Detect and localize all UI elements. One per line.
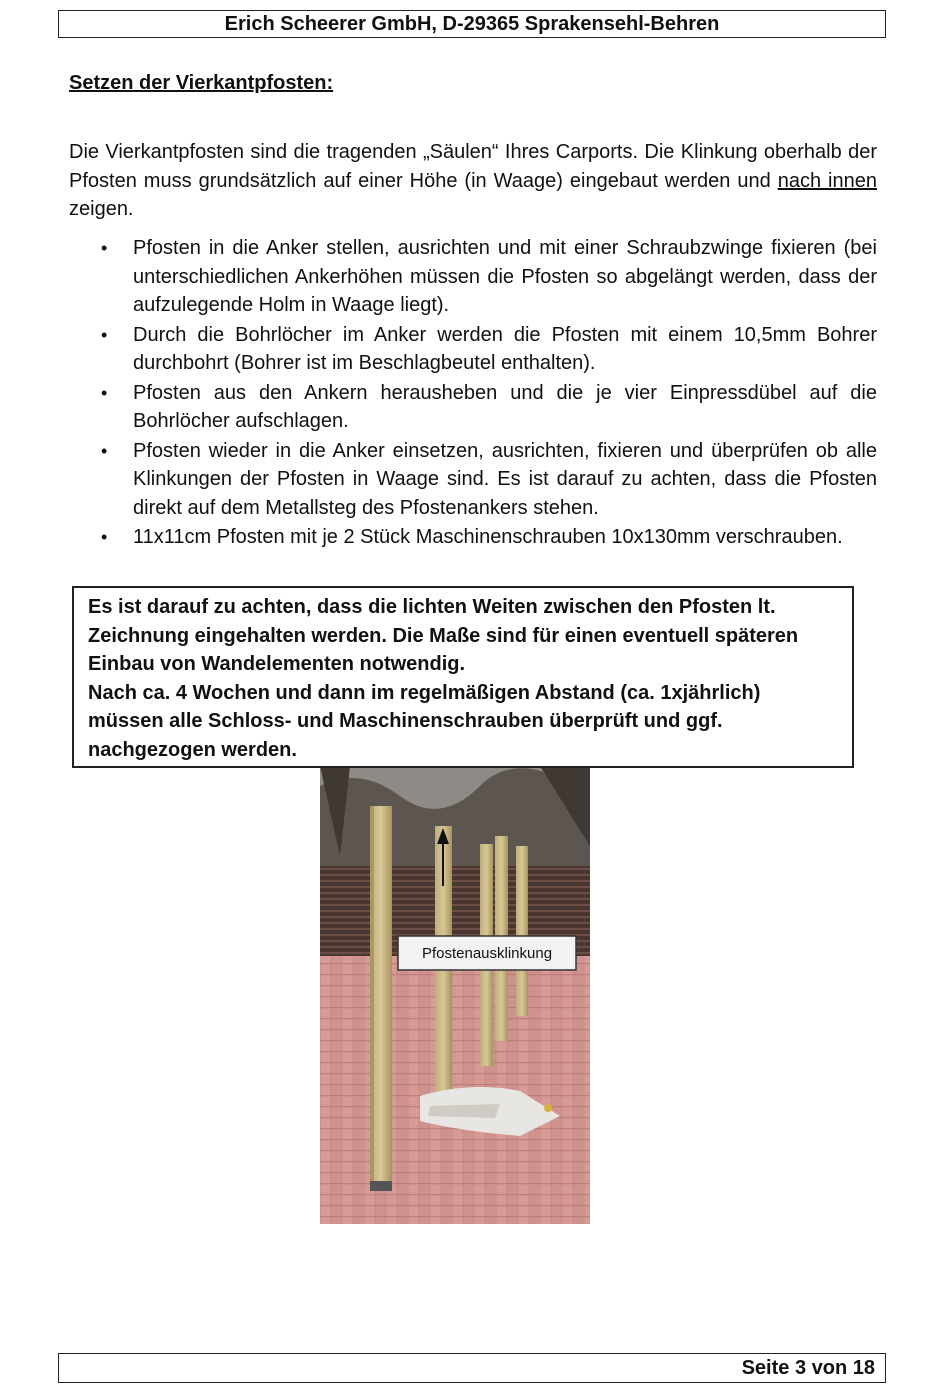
intro-part1: Die Vierkantpfosten sind die tragenden „Säulen“ Ihres Carports. Die Klinkung oberhalb der Pfosten muss grundsätzlich auf einer Höhe (in Waage) eingebaut werden und <box>69 141 877 192</box>
page-number: Seite 3 von 18 <box>741 1357 875 1379</box>
list-item <box>69 437 877 523</box>
list-item <box>69 379 877 436</box>
step-text: Pfosten aus den Ankern herausheben und die je vier Einpressdübel auf die Bohrlöcher aufschlagen. <box>133 381 877 432</box>
intro-underlined: nach innen <box>777 169 877 192</box>
list-item <box>69 523 877 552</box>
step-text: Pfosten wieder in die Anker einsetzen, ausrichten, fixieren und überprüfen ob alle Klinkungen der Pfosten in Waage sind. Es ist darauf zu achten, dass die Pfosten direkt auf dem Metallsteg des Pfostenankers stehen. <box>133 439 877 519</box>
steps-list <box>69 234 877 553</box>
bullet-icon: • <box>101 324 108 345</box>
intro-paragraph <box>69 138 877 224</box>
list-item <box>69 321 877 378</box>
post-photo <box>320 766 590 1224</box>
section-title: Setzen der Vierkantpfosten: <box>69 72 334 94</box>
notice-maintenance: Nach ca. 4 Wochen und dann im regelmäßigen Abstand (ca. 1xjährlich) müssen alle Schloss- und Maschinenschrauben überprüft und ggf. nachgezogen werden. <box>88 681 761 761</box>
bullet-icon: • <box>101 382 108 403</box>
notice-box <box>72 586 854 768</box>
page-header <box>58 10 886 38</box>
photo-label: Pfostenausklinkung <box>421 945 553 962</box>
company-header: Erich Scheerer GmbH, D-29365 Sprakensehl-Behren <box>224 13 720 35</box>
bullet-icon: • <box>101 238 108 258</box>
intro-part2: zeigen. <box>69 198 134 220</box>
list-item <box>69 234 877 320</box>
page-footer <box>58 1353 886 1383</box>
step-text: 11x11cm Pfosten mit je 2 Stück Maschinenschrauben 10x130mm verschrauben. <box>133 526 843 548</box>
notice-spacing: Es ist darauf zu achten, dass die lichten Weiten zwischen den Pfosten lt. Zeichnung eingehalten werden. Die Maße sind für einen eventuell späteren Einbau von Wandelementen notwendig. <box>88 596 799 675</box>
step-text: Durch die Bohrlöcher im Anker werden die Pfosten mit einem 10,5mm Bohrer durchbohrt (Bohrer ist im Beschlagbeutel enthalten). <box>133 323 877 374</box>
bullet-icon: • <box>101 440 108 461</box>
bullet-icon: • <box>101 527 108 547</box>
step-text: Pfosten in die Anker stellen, ausrichten und mit einer Schraubzwinge fixieren (bei unterschiedlichen Ankerhöhen müssen die Pfosten so abgelängt werden, dass der aufzulegende Holm in Waage liegt). <box>133 237 877 316</box>
